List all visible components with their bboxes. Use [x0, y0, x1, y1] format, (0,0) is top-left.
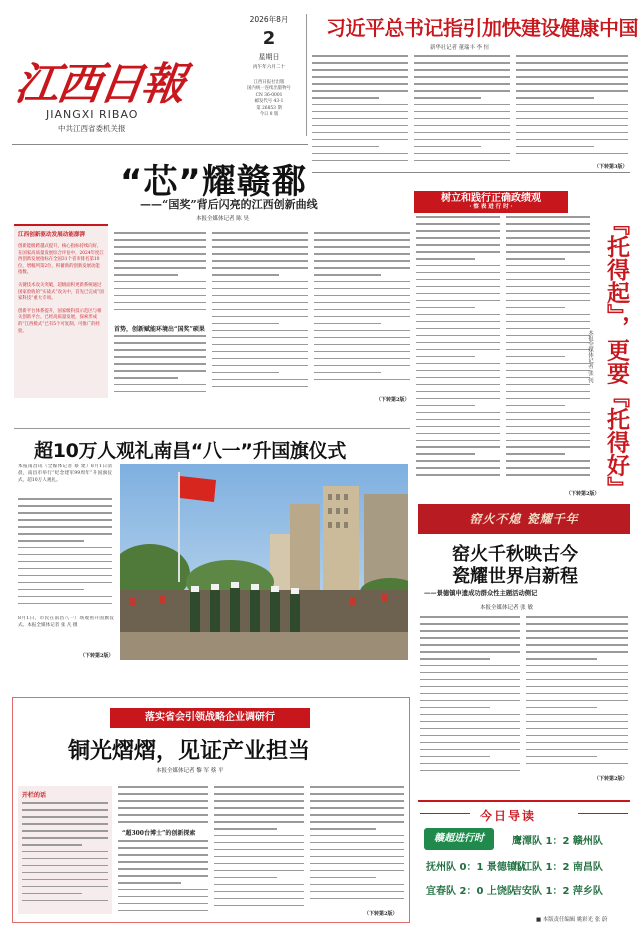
- chip-continued: （下转第2版）: [376, 397, 410, 403]
- issue-line: 第 26853 期: [256, 105, 282, 111]
- enterprise-column-1: [118, 786, 208, 824]
- flag-column-text: [18, 498, 112, 614]
- chip-column-1: [114, 232, 206, 318]
- flag-ceremony-photo: [120, 464, 408, 660]
- enterprise-column-2: [214, 786, 304, 916]
- vertical-headline: 『托得起』，更要『托得好』: [603, 212, 629, 500]
- chip-column-2: [212, 232, 308, 398]
- flag-lead: 本报南昌讯（全媒体记者 蔡 建）8月1日清晨，南昌市举行“纪念建军99周年”升国旗仪式，超10万人观礼。: [18, 464, 112, 483]
- dateline: [236, 14, 302, 70]
- enterprise-banner-text: 落实省会引领战略企业调研行: [145, 712, 275, 723]
- right-banner-title: 树立和践行正确政绩观: [441, 193, 541, 204]
- porcelain-byline: 本报全媒体记者 张 敏: [480, 605, 533, 611]
- vertical-byline: 本报全媒体记者 张 钊: [587, 330, 593, 383]
- flag-ceremony-illustration: [120, 464, 408, 660]
- enterprise-banner: [110, 708, 310, 728]
- issue-line: 江西日报社出版: [253, 80, 285, 85]
- logo-pinyin: JIANGXI RIBAO: [46, 108, 139, 121]
- top-divider-right: [312, 172, 630, 173]
- today-title: 今日导读: [480, 809, 537, 823]
- porcelain-column-1: [420, 616, 520, 782]
- chip-section-heading: 首势，创新赋能环境出“国奖”硕果: [114, 326, 205, 333]
- chip-bullet: 关键技术攻关突破，超级面积更新系统通过国家验收的“实战式”攻关中，首先已完成“国家科技”重大专项。: [18, 282, 104, 302]
- enterprise-section-heading: “超300台博士”的创新探索: [122, 830, 196, 837]
- enterprise-sidebar-title: 开栏的话: [22, 792, 47, 799]
- footer-editor: ■ 本版责任编辑 姚彩光 张 蔚: [536, 917, 608, 923]
- top-divider: [12, 144, 308, 145]
- enterprise-sidebar: [18, 786, 112, 914]
- match-result: 鹰潭队 1：2 赣州队: [512, 836, 603, 847]
- top-story-column-1: [312, 55, 408, 169]
- date-day: 2: [262, 28, 276, 49]
- match-result: 抚州队 0：1 景德镇队: [426, 862, 527, 873]
- right-banner-sub: · 察 表 进 行 时 ·: [469, 204, 513, 210]
- top-story-column-3: [516, 55, 628, 163]
- today-title-rule: [578, 813, 628, 814]
- right-column-1: [416, 216, 500, 488]
- flag-headline: 超10万人观礼南昌“八一”升国旗仪式: [34, 440, 347, 462]
- porcelain-continued: （下转第2版）: [594, 776, 628, 782]
- enterprise-column-3: [310, 786, 404, 908]
- match-result: 九江队 1：2 南昌队: [512, 862, 603, 873]
- enterprise-byline: 本报全媒体记者 黎 军 蔡 平: [156, 768, 224, 774]
- top-story-headline: 习近平总书记指引加快建设健康中国: [326, 16, 638, 40]
- match-result: 吉安队 1：2 萍乡队: [512, 886, 603, 897]
- issue-line: CN 36-0001: [255, 92, 283, 98]
- chip-column-3: [314, 232, 410, 390]
- enterprise-column-1b: [118, 840, 208, 916]
- porcelain-badge-text: 窑火不熄 瓷耀千年: [469, 512, 579, 526]
- right-banner: [414, 191, 568, 213]
- chip-byline: 本报全媒体记者 陈 昊: [196, 216, 249, 222]
- publisher-line: 中共江西省委机关报: [58, 124, 126, 133]
- porcelain-subhead: ——景德镇申遗成功群众性主题活动侧记: [424, 590, 538, 597]
- top-story-continued: （下转第3版）: [594, 164, 628, 170]
- right-continued: （下转第2版）: [566, 491, 600, 497]
- right-column-2: [506, 216, 590, 488]
- date-month: 2026年8月: [249, 15, 289, 24]
- chip-bullet: 创新平台体系提升，国家级科技示范区与相关创新平台、已经高质量发展，探索形成的“江西模式”已有5个可复制、可推广的经验。: [18, 308, 102, 334]
- flag-continued: （下转第2版）: [80, 653, 114, 659]
- date-weekday: 星期日: [258, 53, 280, 61]
- masthead-logo: [11, 48, 196, 110]
- issue-line: 邮发代号 43-1: [254, 99, 284, 105]
- chip-sidebar: [14, 224, 108, 398]
- today-title-rule: [420, 813, 470, 814]
- flag-caption: 8月1日，市民在南昌八一广场观看升国旗仪式。本报全媒体记者 张 凡 摄: [18, 616, 114, 628]
- porcelain-column-2: [526, 616, 628, 772]
- masthead-divider: [306, 14, 307, 136]
- enterprise-headline: 铜光熠熠，见证产业担当: [68, 739, 311, 764]
- issue-line: 国内统一连续出版物号: [247, 86, 291, 92]
- match-badge: [424, 828, 494, 850]
- chip-bullet: 创新能级跨越式提升，核心指标持续向好，在国家高质量发展综合评估中，2024年度江西创新发展指标在全国31个省市排名第10位，增幅列第2位，积蓄新的创新发展动能指数。: [18, 244, 104, 276]
- porcelain-headline-2: 瓷耀世界启新程: [452, 566, 578, 587]
- issue-info: [240, 80, 298, 118]
- chip-column-1b: [114, 335, 206, 397]
- issue-line: 今日 8 版: [259, 112, 279, 118]
- chip-sidebar-title: 江西创新驱动发展动能澎湃: [18, 232, 86, 238]
- porcelain-badge: [418, 504, 630, 534]
- match-result: 宜春队 2：0 上饶队: [426, 886, 517, 897]
- logo-text: 江西日報: [11, 59, 187, 110]
- porcelain-headline-1: 窑火千秋映古今: [452, 544, 578, 565]
- top-story-byline: 新华社记者 董瑞丰 李 恒: [430, 45, 490, 51]
- date-lunar: 丙午年六月二十: [252, 65, 286, 70]
- enterprise-continued: （下转第2版）: [364, 911, 398, 917]
- top-story-column-2: [414, 55, 510, 169]
- chip-subhead: ——“国奖”背后闪亮的江西创新曲线: [140, 198, 318, 211]
- enterprise-sidebar-text: [22, 802, 108, 910]
- chip-headline: “芯”耀赣鄱: [120, 162, 307, 202]
- match-badge-text: 赣超进行时: [434, 833, 484, 844]
